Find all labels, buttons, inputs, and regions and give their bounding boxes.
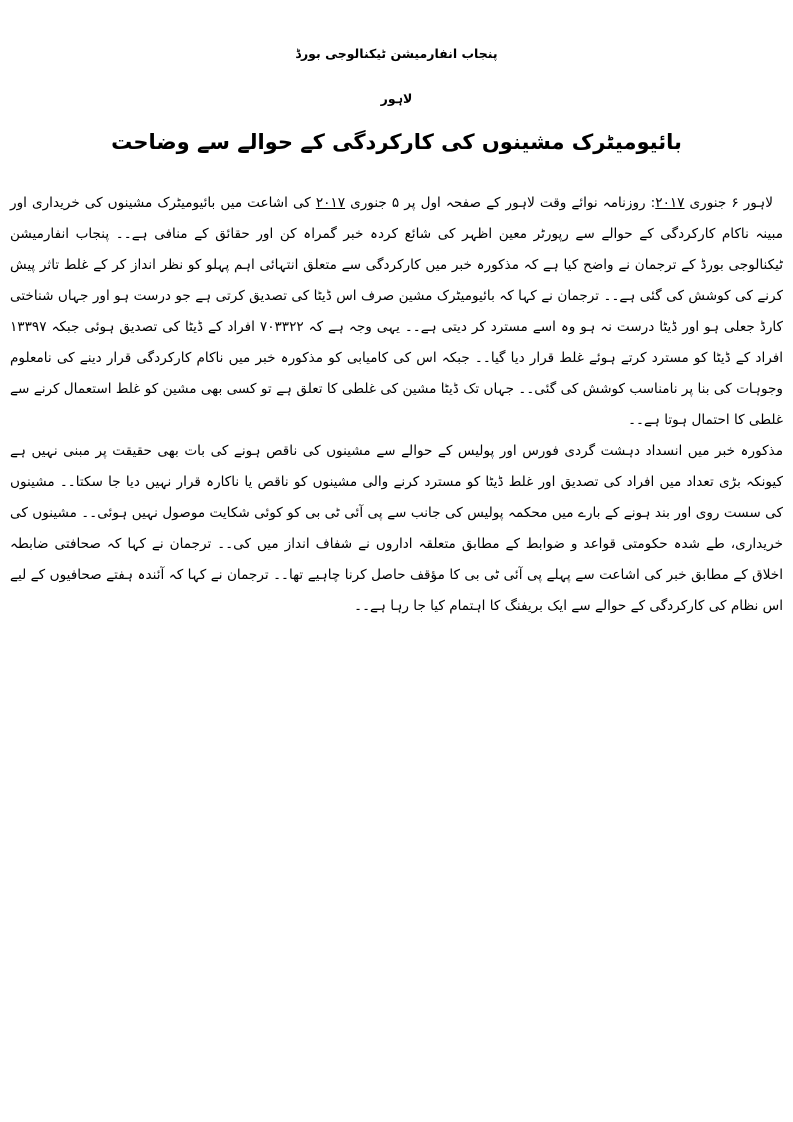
- body-text: : روزنامہ نوائے وقت لاہور کے صفحہ اول پر ۵ جنوری: [345, 195, 656, 211]
- city-name: لاہور: [380, 91, 413, 106]
- body-text: کی اشاعت میں بائیومیٹرک مشینوں کی خریداری اور مبینہ ناکام کارکردگی کے حوالے سے رپورٹر معین اظہر کی شائع کردہ خبر گمراہ کن اور حقائق کے منافی ہے۔۔ پنجاب انفارمیشن ٹیکنالوجی بورڈ کے ترجمان نے واضح کیا ہے کہ مذکورہ خبر میں کارکردگی سے متعلق انتہائی اہم پہلو کو نظر انداز کر کے غلط تاثر پیش کرنے کی کوشش کی گئی ہے۔۔ ترجمان نے کہا کہ بائیومیٹرک مشین صرف اس ڈیٹا کی تصدیق کرتی ہے جو درست ہو اور جہاں شناختی کارڈ جعلی ہو اور ڈیٹا درست نہ ہو وہ اسے مسترد کر دیتی ہے۔۔ یہی وجہ ہے کہ ۷۰۳۳۲۲ افراد کے ڈیٹا کی تصدیق ہوئی جبکہ ۱۳۳۹۷ افراد کے ڈیٹا کو مسترد کرتے ہوئے غلط قرار دیا گیا۔۔ جبکہ اس کی کامیابی کو مذکورہ خبر میں ناکام کارکردگی قرار دینے کی نامعلوم وجوہات کی بنا پر نامناسب کوشش کی گئی۔۔ جہاں تک ڈیٹا مشین کی غلطی کا تعلق ہے تو کسی بھی مشین کو غلط استعمال کرنے سے غلطی کا احتمال ہوتا ہے۔۔: [10, 195, 784, 428]
- document-header: [0, 0, 793, 106]
- organization-name: پنجاب انفارمیشن ٹیکنالوجی بورڈ: [295, 46, 498, 61]
- document-title: بائیومیٹرک مشینوں کی کارکردگی کے حوالے سے وضاحت: [111, 130, 682, 154]
- underlined-text: ۲۰۱۷: [655, 195, 685, 211]
- document-body: [0, 188, 793, 622]
- body-text: لاہور ۶ جنوری: [684, 195, 773, 211]
- paragraph: [10, 188, 783, 436]
- underlined-text: ۲۰۱۷: [315, 195, 346, 211]
- paragraph: [10, 436, 783, 622]
- body-text: مذکورہ خبر میں انسداد دہشت گردی فورس اور پولیس کے حوالے سے مشینوں کی ناقص ہونے کی بات بھی حقیقت پر مبنی نہیں ہے کیونکہ بڑی تعداد میں افراد کی تصدیق اور غلط ڈیٹا کو مسترد کرنے والی مشینوں کو ناقص یا ناکارہ قرار نہیں دیا جا سکتا۔۔ مشینوں کی سست روی اور بند ہونے کے بارے میں محکمہ پولیس کی جانب سے پی آئی ٹی بی کو کوئی شکایت موصول نہیں ہوئی۔۔ مشینوں کی خریداری، طے شدہ حکومتی قواعد و ضوابط کے مطابق متعلقہ اداروں نے شفاف انداز میں کی۔۔ ترجمان نے کہا کہ صحافتی ضابطہ اخلاق کے مطابق خبر کی اشاعت سے پہلے پی آئی ٹی بی کا مؤقف حاصل کرنا چاہیے تھا۔۔ ترجمان نے کہا کہ آئندہ ہفتے صحافیوں کے لیے اس نظام کی کارکردگی کے حوالے سے ایک بریفنگ کا اہتمام کیا جا رہا ہے۔۔: [10, 443, 783, 614]
